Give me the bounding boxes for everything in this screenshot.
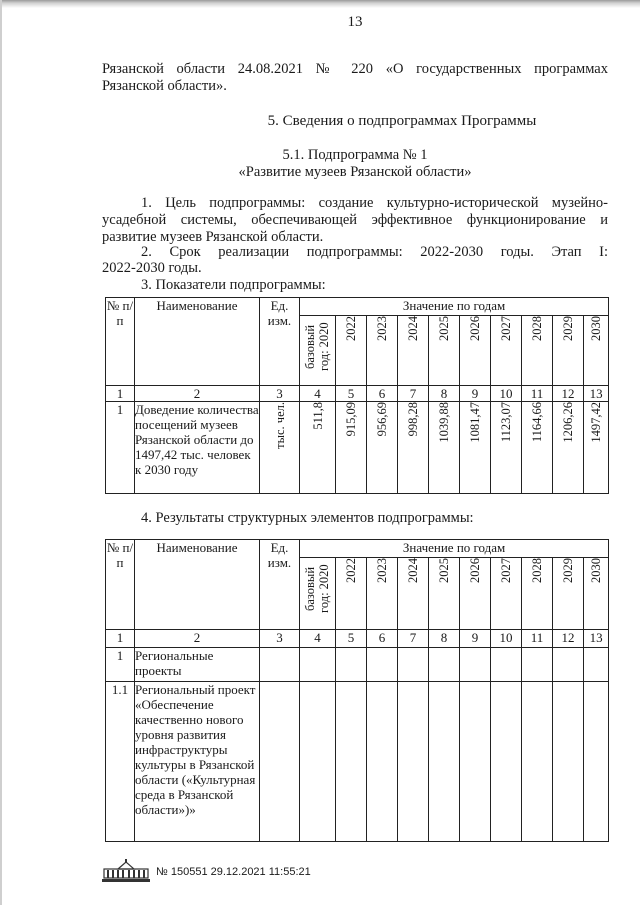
col-number: 7: [398, 630, 429, 648]
row-value: 1206,26: [553, 402, 584, 494]
goal-line-2: усадебной системы, обеспечивающей эффективное функционирование и: [102, 212, 608, 228]
col-number: 2: [135, 630, 260, 648]
year-header: 2024: [398, 558, 429, 630]
year-header: базовый год: 2020: [300, 316, 336, 386]
col-number: 11: [522, 630, 553, 648]
year-header: 2023: [367, 558, 398, 630]
year-header: 2026: [460, 316, 491, 386]
header-name: Наименование: [135, 298, 260, 386]
col-number: 8: [429, 630, 460, 648]
section-title: 5. Сведения о подпрограммах Программы: [267, 113, 537, 129]
term-line-1: 2. Срок реализации подпрограммы: 2022-2030 годы. Этап I:: [141, 244, 608, 260]
year-header: 2026: [460, 558, 491, 630]
government-building-icon: [100, 858, 152, 884]
table-row: [106, 648, 609, 682]
year-header: 2025: [429, 558, 460, 630]
header-values: Значение по годам: [300, 540, 609, 558]
year-header: 2025: [429, 316, 460, 386]
term-line-2: 2022-2030 годы.: [102, 260, 202, 276]
year-header: 2023: [367, 316, 398, 386]
row-name: Региональные проекты: [135, 648, 260, 682]
header-num: № п/п: [106, 540, 135, 630]
subsection-title: 5.1. Подпрограмма № 1: [282, 147, 428, 163]
year-header: 2027: [491, 558, 522, 630]
table-row: [106, 682, 609, 842]
col-number: 7: [398, 386, 429, 402]
row-value: 1039,88: [429, 402, 460, 494]
col-number: 11: [522, 386, 553, 402]
row-value: 1123,07: [491, 402, 522, 494]
col-number: 8: [429, 386, 460, 402]
row-num: 1.1: [106, 682, 135, 842]
header-num: № п/п: [106, 298, 135, 386]
col-number: 6: [367, 386, 398, 402]
table-row: [106, 402, 609, 494]
row-unit: тыс. чел.: [260, 402, 300, 494]
header-unit: Ед. изм.: [260, 540, 300, 630]
row-name: Доведение количества посещений музеев Рязанской области до 1497,42 тыс. человек к 2030 году: [135, 402, 260, 494]
row-name: Региональный проект «Обеспечение качественно нового уровня развития инфраструктуры культуры в Рязанской области («Культурная среда в Рязанской области»)»: [135, 682, 260, 842]
col-number: 5: [336, 630, 367, 648]
year-header: 2022: [336, 558, 367, 630]
goal-line-3: развитие музеев Рязанской области.: [102, 229, 324, 245]
col-number: 4: [300, 386, 336, 402]
col-number: 9: [460, 630, 491, 648]
col-number: 12: [553, 630, 584, 648]
col-number: 1: [106, 386, 135, 402]
col-number: 12: [553, 386, 584, 402]
col-number: 2: [135, 386, 260, 402]
document-id: № 150551 29.12.2021 11:55:21: [156, 866, 311, 878]
col-number: 9: [460, 386, 491, 402]
goal-line-1: 1. Цель подпрограммы: создание культурно-исторической музейно-: [141, 195, 608, 211]
row-value: 956,69: [367, 402, 398, 494]
scan-edge: [0, 0, 640, 8]
indicators-heading: 3. Показатели подпрограммы:: [141, 277, 326, 293]
year-header: 2029: [553, 558, 584, 630]
indicators-table: [105, 297, 609, 494]
col-number: 13: [584, 386, 609, 402]
year-header: 2028: [522, 558, 553, 630]
results-heading: 4. Результаты структурных элементов подпрограммы:: [141, 510, 474, 526]
col-number: 1: [106, 630, 135, 648]
intro-line-1: Рязанской области 24.08.2021 № 220 «О государственных программах: [102, 61, 608, 77]
year-header: базовый год: 2020: [300, 558, 336, 630]
scan-left-edge: [0, 0, 2, 905]
header-name: Наименование: [135, 540, 260, 630]
col-number: 3: [260, 386, 300, 402]
row-value: 1497,42: [584, 402, 609, 494]
row-value: 998,28: [398, 402, 429, 494]
header-unit: Ед. изм.: [260, 298, 300, 386]
intro-line-2: Рязанской области».: [102, 78, 227, 94]
col-number: 4: [300, 630, 336, 648]
year-header: 2027: [491, 316, 522, 386]
year-header: 2028: [522, 316, 553, 386]
row-num: 1: [106, 648, 135, 682]
col-number: 10: [491, 386, 522, 402]
col-number: 13: [584, 630, 609, 648]
year-header: 2022: [336, 316, 367, 386]
year-header: 2030: [584, 558, 609, 630]
subsection-subtitle: «Развитие музеев Рязанской области»: [238, 164, 472, 180]
row-value: 915,09: [336, 402, 367, 494]
page-number: 13: [347, 14, 363, 30]
col-number: 6: [367, 630, 398, 648]
row-value: 1081,47: [460, 402, 491, 494]
year-header: 2024: [398, 316, 429, 386]
year-header: 2029: [553, 316, 584, 386]
row-value: 511,8: [300, 402, 336, 494]
year-header: 2030: [584, 316, 609, 386]
row-num: 1: [106, 402, 135, 494]
col-number: 5: [336, 386, 367, 402]
results-table: [105, 539, 609, 842]
header-values: Значение по годам: [300, 298, 609, 316]
col-number: 3: [260, 630, 300, 648]
row-value: 1164,66: [522, 402, 553, 494]
col-number: 10: [491, 630, 522, 648]
